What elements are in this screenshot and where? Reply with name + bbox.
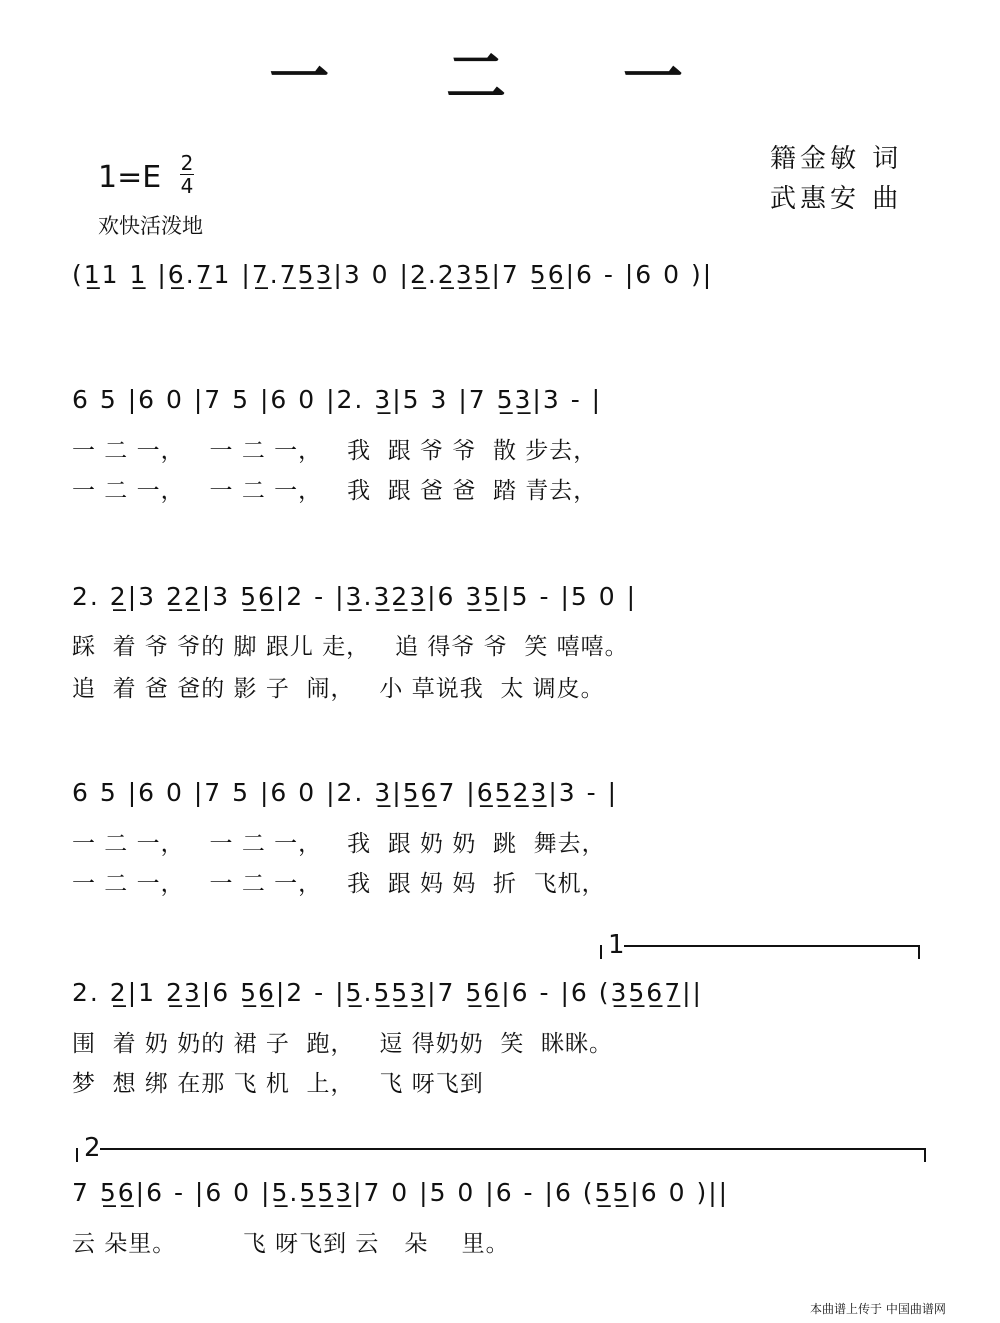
system-5-lyrics-verse-2: 梦 想 绑 在那 飞 机 上， 飞 呀飞到 <box>72 1071 484 1097</box>
tempo-marking: 欢快活泼地 <box>98 214 203 238</box>
system-3-notes: 2. 2̲|3 2̲2̲|3 5̲6̲|2 - |3̲.3̲2̲3̲|6 3̲5̲|5 - |5 0 | <box>72 582 637 611</box>
volta-2-start-tick <box>76 1148 78 1162</box>
system-6-notes: 7 5̲6̲|6 - |6 0 |5̲.5̲5̲3̲|7 0 |5 0 |6 - |6 (5̲5̲|6 0 )|| <box>72 1178 730 1207</box>
time-signature <box>180 152 194 197</box>
upload-footer: 本曲谱上传于 中国曲谱网 <box>810 1302 946 1316</box>
key-signature: 1=E <box>98 160 162 195</box>
system-4-lyrics-verse-2: 一 二 一， 一 二 一， 我 跟 妈 妈 折 飞机， <box>72 871 606 897</box>
volta-1-end-tick <box>918 945 920 959</box>
composer-credit: 武惠安 曲 <box>770 184 903 214</box>
system-2-notes: 6 5 |6 0 |7 5 |6 0 |2. 3̲|5 3 |7 5̲3̲|3 - | <box>72 385 603 414</box>
system-4-lyrics-verse-1: 一 二 一， 一 二 一， 我 跟 奶 奶 跳 舞去， <box>72 831 606 857</box>
volta-2-line <box>100 1148 926 1150</box>
page-title: 一 二 一 <box>269 43 731 113</box>
system-2-lyrics-verse-1: 一 二 一， 一 二 一， 我 跟 爷 爷 散 步去， <box>72 438 598 464</box>
system-1-notes: (1̲1 1̲ |6̲.7̲1 |7̲.7̲5̲3̲|3 0 |2̲.2̲3̲5̲|7 5̲6̲|6 - |6 0 )| <box>72 260 714 289</box>
system-5-notes: 2. 2̲|1 2̲3̲|6 5̲6̲|2 - |5̲.5̲5̲3̲|7 5̲6̲|6 - |6 (3̲5̲6̲7̲|| <box>72 978 703 1007</box>
volta-2-number: 2 <box>84 1133 101 1163</box>
time-signature-bottom: 4 <box>180 174 194 198</box>
system-6-lyrics-verse-1: 云 朵里。 飞 呀飞到 云 朵 里。 <box>72 1231 510 1257</box>
lyricist-credit: 籍金敏 词 <box>770 144 903 174</box>
system-5-lyrics-verse-1: 围 着 奶 奶的 裙 子 跑， 逗 得奶奶 笑 眯眯。 <box>72 1031 613 1057</box>
time-signature-top: 2 <box>180 151 194 175</box>
system-4-notes: 6 5 |6 0 |7 5 |6 0 |2. 3̲|5̲6̲7 |6̲5̲2̲3̲|3 - | <box>72 778 619 807</box>
volta-2-end-tick <box>924 1148 926 1162</box>
system-2-lyrics-verse-2: 一 二 一， 一 二 一， 我 跟 爸 爸 踏 青去， <box>72 478 598 504</box>
system-3-lyrics-verse-2: 追 着 爸 爸的 影 子 闹， 小 草说我 太 调皮。 <box>72 676 605 702</box>
system-3-lyrics-verse-1: 踩 着 爷 爷的 脚 跟儿 走， 追 得爷 爷 笑 嘻嘻。 <box>72 634 629 660</box>
volta-1-start-tick <box>600 945 602 959</box>
volta-1-number: 1 <box>608 930 625 960</box>
volta-1-line <box>624 945 920 947</box>
